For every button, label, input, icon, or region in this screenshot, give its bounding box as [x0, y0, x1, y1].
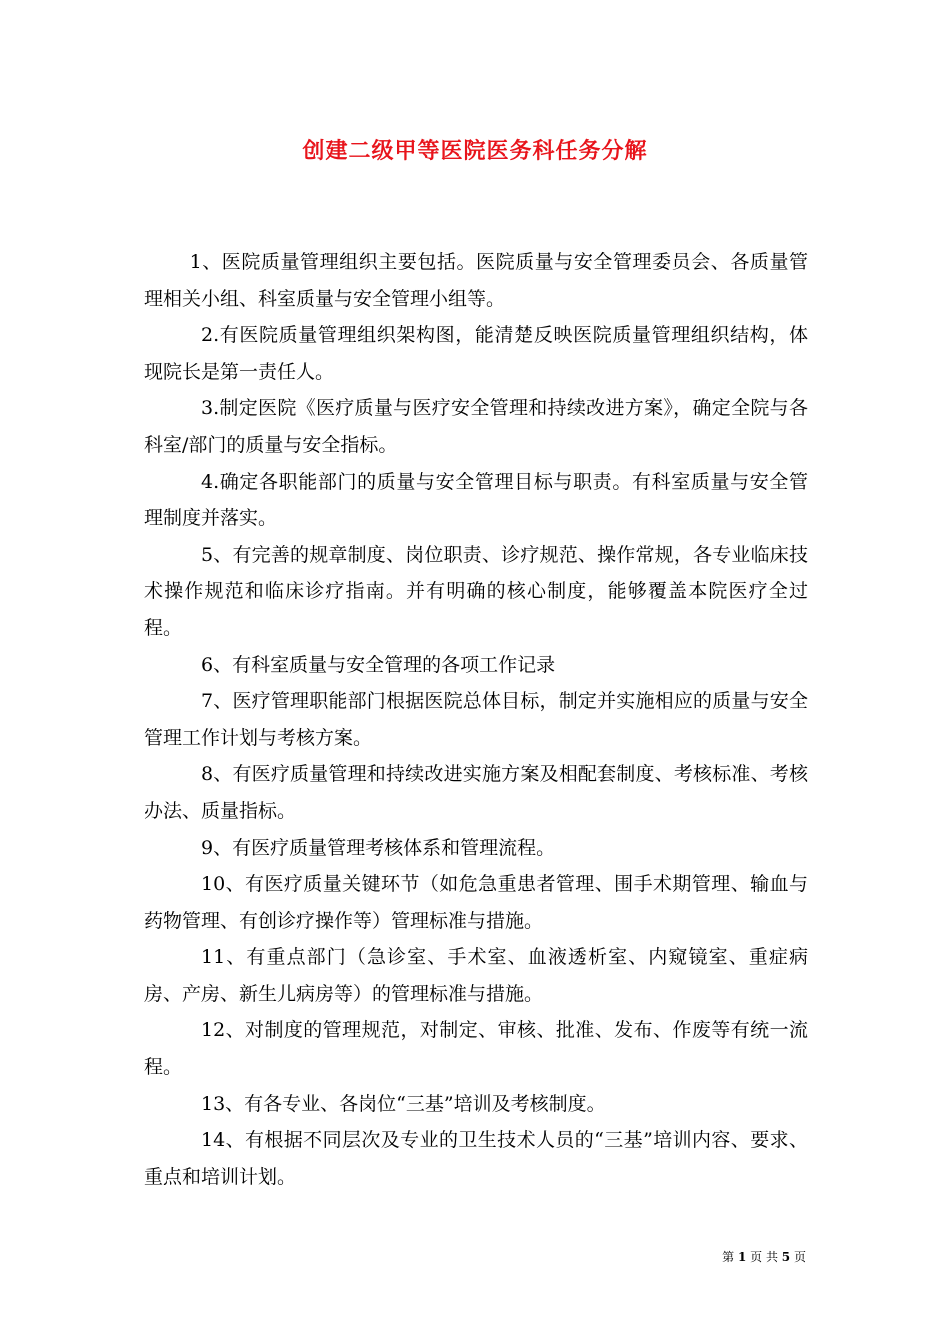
document-title: 创建二级甲等医院医务科任务分解 — [302, 138, 648, 164]
paragraph: 11、有重点部门（急诊室、手术室、血液透析室、内窥镜室、重症病房、产房、新生儿病房等）的管理标准与措施。 — [144, 946, 808, 1005]
paragraph: 13、有各专业、各岗位“三基”培训及考核制度。 — [201, 1092, 606, 1115]
paragraph: 7、医疗管理职能部门根据医院总体目标，制定并实施相应的质量与安全管理工作计划与考核方案。 — [144, 690, 808, 749]
footer-total-pages: 5 — [781, 1250, 791, 1264]
paragraph: 4.确定各职能部门的质量与安全管理目标与职责。有科室质量与安全管理制度并落实。 — [144, 470, 808, 530]
paragraph: 14、有根据不同层次及专业的卫生技术人员的“三基”培训内容、要求、重点和培训计划。 — [144, 1129, 808, 1188]
paragraph: 5、有完善的规章制度、岗位职责、诊疗规范、操作常规，各专业临床技术操作规范和临床诊疗指南。并有明确的核心制度，能够覆盖本院医疗全过程。 — [144, 543, 808, 639]
footer-current-page: 1 — [737, 1250, 747, 1264]
footer-middle: 页 共 — [750, 1250, 778, 1264]
page-footer — [722, 1249, 806, 1265]
paragraph: 10、有医疗质量关键环节（如危急重患者管理、围手术期管理、输血与药物管理、有创诊疗操作等）管理标准与措施。 — [144, 873, 808, 932]
footer-suffix: 页 — [793, 1250, 806, 1264]
paragraph: 6、有科室质量与安全管理的各项工作记录 — [201, 653, 556, 676]
paragraph: 8、有医疗质量管理和持续改进实施方案及相配套制度、考核标准、考核办法、质量指标。 — [144, 763, 808, 822]
paragraph: 9、有医疗质量管理考核体系和管理流程。 — [201, 836, 556, 859]
paragraph: 3.制定医院《医疗质量与医疗安全管理和持续改进方案》，确定全院与各科室/部门的质量与安全指标。 — [144, 397, 808, 456]
paragraph: 12、对制度的管理规范，对制定、审核、批准、发布、作废等有统一流程。 — [144, 1019, 808, 1079]
paragraph: 1、医院质量管理组织主要包括。医院质量与安全管理委员会、各质量管理相关小组、科室质量与安全管理小组等。 — [144, 251, 808, 310]
footer-prefix: 第 — [722, 1250, 735, 1264]
paragraph: 2.有医院质量管理组织架构图，能清楚反映医院质量管理组织结构，体现院长是第一责任人。 — [144, 324, 808, 383]
document-body — [144, 244, 808, 1195]
